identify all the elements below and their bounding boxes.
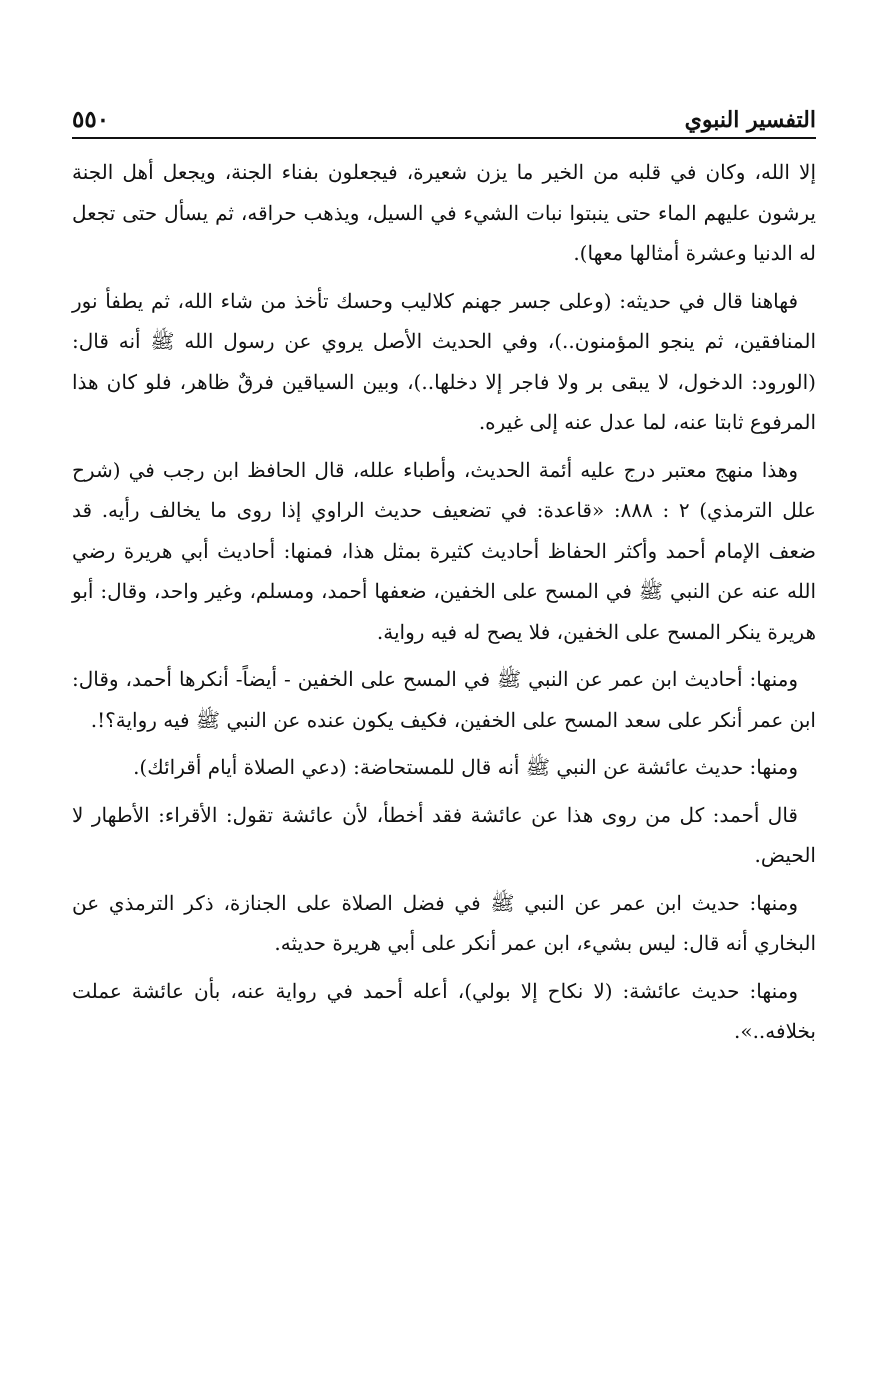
running-title: التفسير النبوي [684, 107, 816, 133]
paragraph-5: ومنها: حديث عائشة عن النبي ﷺ أنه قال للمستحاضة: (دعي الصلاة أيام أقرائك). [133, 755, 798, 779]
running-header [72, 101, 816, 139]
paragraph-4: ومنها: أحاديث ابن عمر عن النبي ﷺ في المسح على الخفين - أيضاً- أنكرها أحمد، وقال: ابن عمر أنكر على سعد المسح على الخفين، فكيف يكون عنده عن النبي ﷺ فيه رواية؟!. [72, 667, 816, 732]
paragraph-2: فهاهنا قال في حديثه: (وعلى جسر جهنم كلاليب وحسك تأخذ من شاء الله، ثم يطفأ نور المنافقين، ثم ينجو المؤمنون..)، وفي الحديث الأصل يروي عن رسول الله ﷺ أنه قال: (الورود: الدخول، لا يبقى بر ولا فاجر إلا دخلها..)، وبين السياقين فرقٌ ظاهر، فلو كان هذا المرفوع ثابتا عنه، لما عدل عنه إلى غيره. [72, 288, 816, 434]
paragraph-6: قال أحمد: كل من روى هذا عن عائشة فقد أخطأ، لأن عائشة تقول: الأقراء: الأطهار لا الحيض. [72, 802, 816, 867]
page-number: ٥٥٠ [72, 106, 110, 133]
paragraph-7: ومنها: حديث ابن عمر عن النبي ﷺ في فضل الصلاة على الجنازة، ذكر الترمذي عن البخاري أنه قال: ليس بشيء، ابن عمر أنكر على أبي هريرة حديثه. [72, 890, 816, 955]
paragraph-3: وهذا منهج معتبر درج عليه أئمة الحديث، وأطباء علله، قال الحافظ ابن رجب في (شرح علل الترمذي) ٢ : ٨٨٨: «قاعدة: في تضعيف حديث الراوي إذا روى ما يخالف رأيه. قد ضعف الإمام أحمد وأكثر الحفاظ أحاديث كثيرة بمثل هذا، فمنها: أحاديث أبي هريرة رضي الله عنه عن النبي ﷺ في المسح على الخفين، ضعفها أحمد، ومسلم، وغير واحد، وقال: أبو هريرة ينكر المسح على الخفين، فلا يصح له فيه رواية. [72, 457, 816, 644]
paragraph-1: إلا الله، وكان في قلبه من الخير ما يزن شعيرة، فيجعلون بفناء الجنة، ويجعل أهل الجنة يرشون عليهم الماء حتى ينبتوا نبات الشيء في السيل، ويذهب حراقه، ثم يسأل حتى تجعل له الدنيا وعشرة أمثالها معها). [72, 160, 816, 265]
page-body [72, 152, 816, 1059]
paragraph-8: ومنها: حديث عائشة: (لا نكاح إلا بولي)، أعله أحمد في رواية عنه، بأن عائشة عملت بخلافه..». [72, 978, 816, 1043]
